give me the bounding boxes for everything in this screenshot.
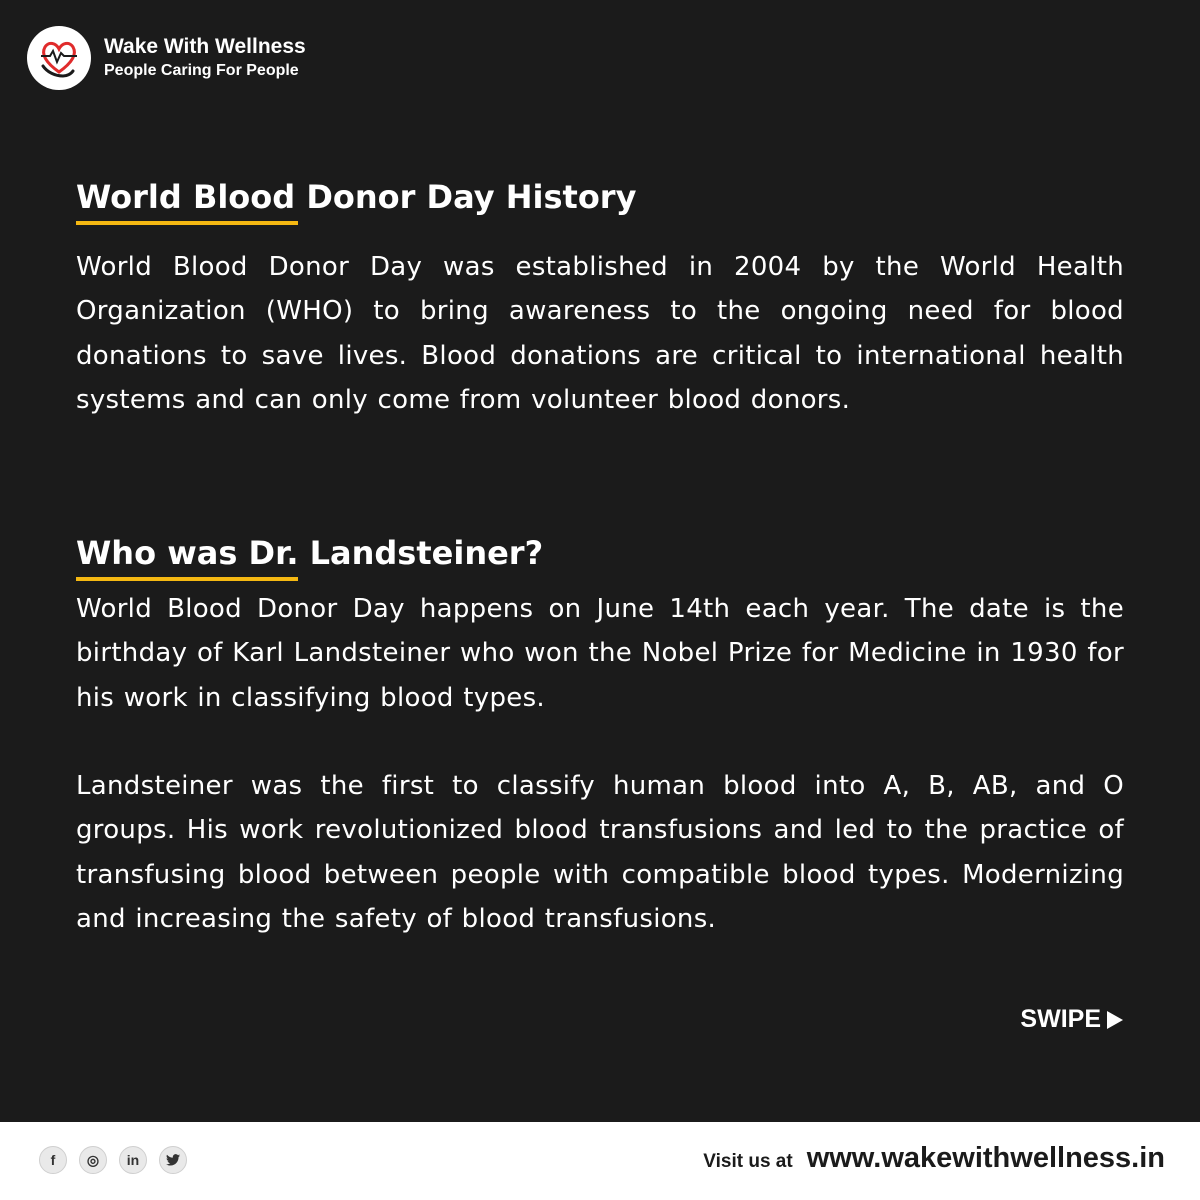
instagram-icon[interactable]: ◎ xyxy=(79,1146,107,1174)
section-heading: Who was Dr. Landsteiner? xyxy=(76,534,544,572)
section-history xyxy=(76,177,1124,416)
heading-underline xyxy=(76,221,298,225)
heading-underline xyxy=(76,577,298,581)
twitter-icon[interactable] xyxy=(159,1146,187,1174)
brand-logo xyxy=(27,26,91,90)
swipe-label: SWIPE xyxy=(1020,1005,1101,1033)
social-links xyxy=(39,1146,199,1174)
facebook-icon[interactable]: f xyxy=(39,1146,67,1174)
brand-header xyxy=(27,26,306,90)
section-paragraph: World Blood Donor Day was established in 2004 by the World Health Organization (WHO) to bring awareness to the ongoing need for blood donations to save lives. Blood donations are critical to international health systems and can only come from volunteer blood donors. xyxy=(76,252,1124,416)
footer xyxy=(0,1122,1200,1200)
brand-name: Wake With Wellness xyxy=(104,35,306,58)
website-link[interactable]: www.wakewithwellness.in xyxy=(806,1142,1165,1174)
brand-tagline: People Caring For People xyxy=(104,62,299,79)
section-heading: World Blood Donor Day History xyxy=(76,178,637,216)
linkedin-icon[interactable]: in xyxy=(119,1146,147,1174)
visit-label: Visit us at xyxy=(703,1151,793,1172)
section-landsteiner xyxy=(76,533,1124,935)
heart-hand-logo-icon xyxy=(35,34,83,82)
play-arrow-icon xyxy=(1107,1011,1123,1029)
brand-text xyxy=(104,34,306,82)
section-paragraph: Landsteiner was the first to classify human blood into A, B, AB, and O groups. His work revolutionized blood transfusions and led to the practice of transfusing blood between people with compatible blood types. Modernizing and increasing the safety of blood transfusions. xyxy=(76,771,1124,935)
section-paragraph: World Blood Donor Day happens on June 14th each year. The date is the birthday of Karl Landsteiner who won the Nobel Prize for Medicine in 1930 for his work in classifying blood types. xyxy=(76,594,1124,713)
swipe-button[interactable] xyxy=(1020,1005,1123,1034)
visit-us xyxy=(703,1142,1165,1175)
